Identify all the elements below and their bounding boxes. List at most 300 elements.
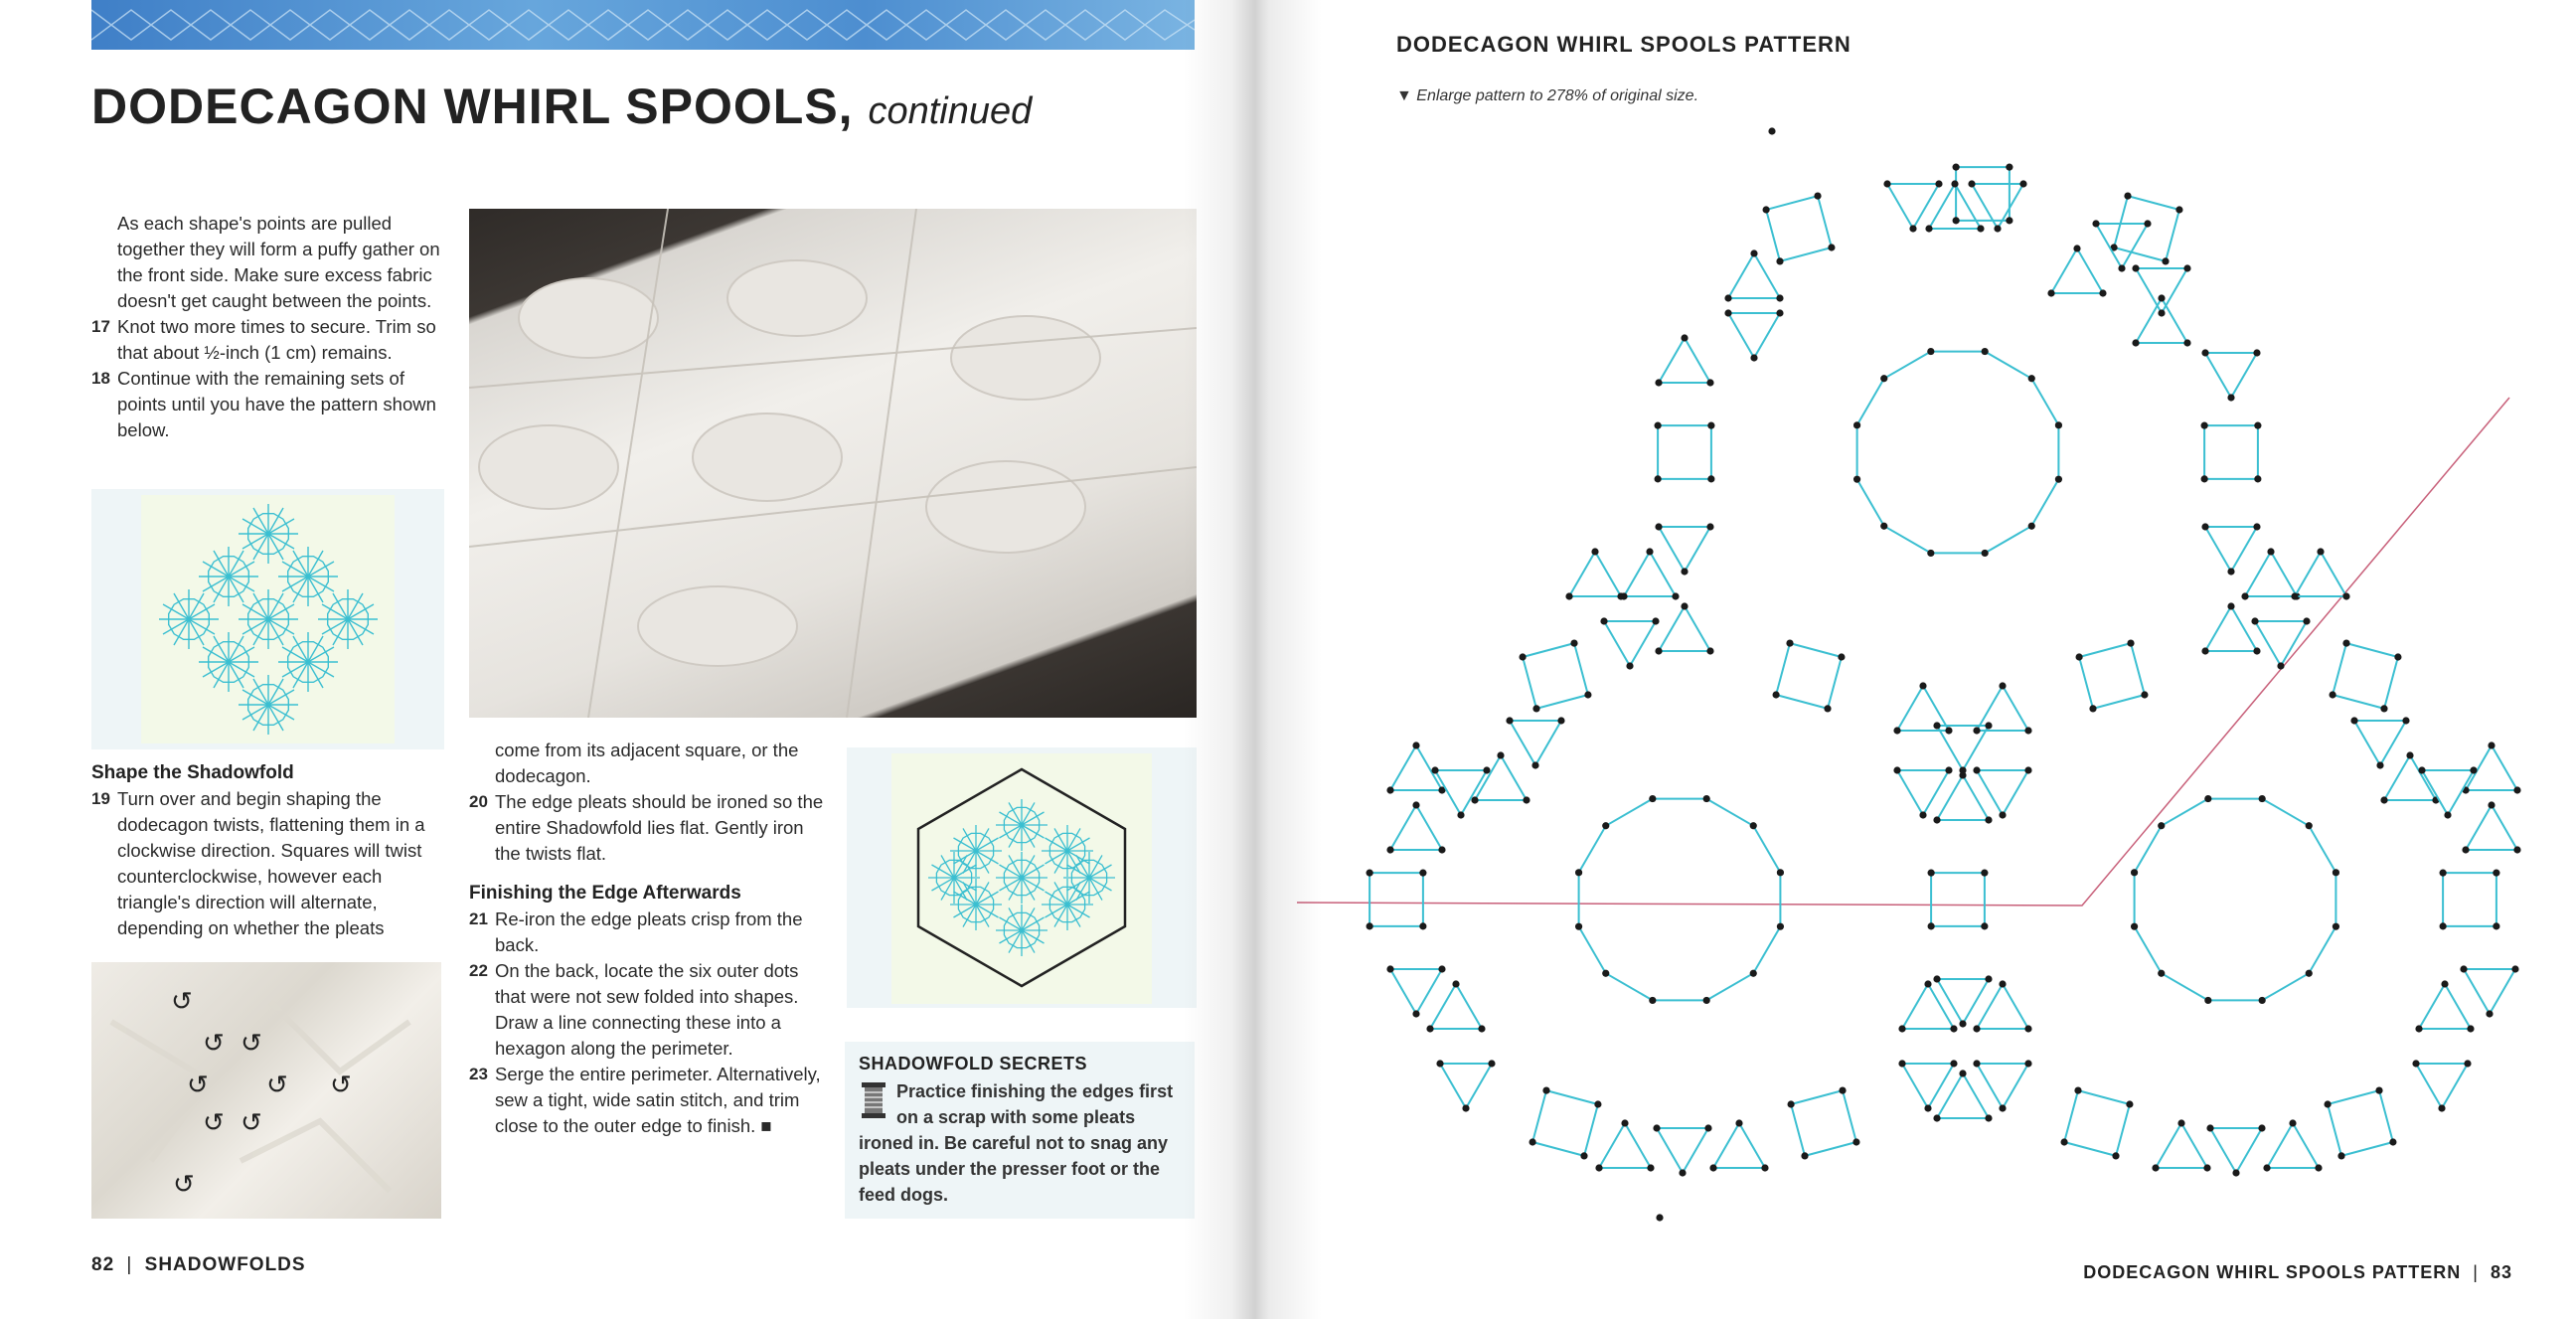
pattern-dot [1994,225,2001,232]
square-shape [1772,639,1845,712]
pattern-dot [2460,965,2467,972]
square-shape [1928,870,1989,930]
pattern-dot [1471,796,1478,803]
left-footer-section: SHADOWFOLDS [144,1254,306,1275]
right-page [1237,0,2576,1319]
pattern-dot [1707,475,1714,482]
pattern-dot [1412,742,1419,748]
pattern-dot [2464,1060,2471,1067]
pattern-dot [1672,592,1679,599]
square-shape [2201,422,2262,483]
step-number: 20 [469,792,488,811]
pattern-dot [2201,349,2208,356]
square-shape [1367,870,1427,930]
header-banner [91,0,1195,50]
pattern-dot [1750,970,1757,977]
pattern-dot [1959,771,1966,778]
pattern-dot [2092,220,2099,227]
pattern-dot [2241,592,2248,599]
pattern-dot [1973,1060,1980,1067]
pattern-dot [1982,348,1989,355]
pattern-dot [2493,870,2499,877]
triangle-shape [1471,751,1530,803]
pattern-dot [1761,1164,1768,1171]
pattern-dot [1412,801,1419,808]
triangle-shape [1973,1060,2031,1111]
secrets-title: SHADOWFOLD SECRETS [859,1054,1088,1073]
pattern-dot [1584,691,1591,698]
pattern-dot [2267,548,2274,555]
pattern-dot [1750,354,1757,361]
pattern-dot [1478,1025,1485,1032]
pattern-dot [1703,997,1710,1004]
triangle-shape [2263,1119,2322,1171]
step-number: 17 [91,317,110,336]
pattern-dot [2253,647,2260,654]
pattern-dot [1985,1114,1992,1121]
pattern-dot [2177,1119,2184,1126]
pattern-dot [1985,722,1992,729]
triangle-shape [1724,249,1783,301]
pattern-dot [1506,717,1513,724]
pattern-dot [2263,1164,2270,1171]
triangle-shape [2350,717,2409,768]
triangle-shape [2412,1060,2471,1111]
secrets-body [859,1078,1181,1208]
rotate-arrow-icon: ↺ [187,1071,209,1100]
step-item [469,1062,827,1139]
pattern-dot [1452,980,1459,987]
pattern-dot [2259,795,2266,802]
left-footer: 82 | SHADOWFOLDS [91,1254,306,1275]
triangle-shape [1655,334,1713,386]
square-shape [2440,870,2500,930]
pattern-dot [2406,751,2413,758]
pattern-dot [1497,751,1504,758]
rotate-arrow-icon: ↺ [203,1108,225,1138]
pattern-dot [1777,923,1784,930]
pattern-dot [2201,523,2208,530]
triangle-shape [1386,801,1445,853]
pattern-dot [2291,592,2298,599]
pattern-dot [1928,870,1935,877]
pattern-dot [2118,264,2125,271]
pattern-dot [2024,1060,2031,1067]
pattern-dot [1557,717,1564,724]
triangle-shape [2418,766,2477,818]
pattern-dot [1621,1119,1628,1126]
pattern-dot [1893,727,1900,734]
step-number: 23 [469,1065,488,1083]
enlarge-note: ▼ Enlarge pattern to 278% of original size. [1396,87,1699,104]
pattern-dot [1919,682,1926,689]
twist-arrows-overlay [91,962,441,1219]
pattern-dot [1709,1164,1716,1171]
pattern-dot [1438,846,1445,853]
pattern-dot [2006,217,2012,224]
pattern-dot [2024,727,2031,734]
pattern-dot [1919,811,1926,818]
pattern-dot [1656,1214,1663,1221]
square-shape [2329,639,2401,712]
sewing-pattern [1237,0,2576,1319]
pattern-dot [1617,592,1624,599]
pattern-dot [2258,1124,2265,1131]
pattern-dot [1824,705,1831,712]
pattern-dot [1893,766,1900,773]
pattern-dot [1898,1025,1905,1032]
triangle-shape [1898,1060,1957,1111]
triangle-shape [2092,220,2151,271]
triangle-shape [1653,1124,1711,1176]
pattern-dot [2227,568,2234,575]
triangle-shape [1893,766,1952,818]
pattern-dot [2350,717,2357,724]
pattern-dot [1655,523,1662,530]
pattern-dot [2099,289,2106,296]
pattern-dot [2201,422,2208,429]
triangle-shape [1386,965,1445,1017]
square-shape [2060,1086,2133,1159]
triangle-shape [1883,180,1942,232]
triangle-shape [1426,980,1485,1032]
pattern-dot [2254,422,2261,429]
pattern-dot [1529,1138,1535,1145]
pattern-dot [1786,639,1793,646]
pattern-dot [2024,766,2031,773]
dodecagon-shape [1575,795,1784,1004]
pattern-dot [2380,796,2387,803]
pattern-dot [2055,476,2062,483]
triangle-shape [1595,1119,1654,1171]
pattern-dot [2047,289,2054,296]
right-footer: DODECAGON WHIRL SPOOLS PATTERN | 83 [2083,1262,2512,1282]
pattern-dot [1532,705,1539,712]
pattern-dot [1883,180,1890,187]
pattern-dot [2183,264,2190,271]
pattern-dot [2253,349,2260,356]
pattern-dot [1750,822,1757,829]
pattern-dot [2315,1164,2322,1171]
pattern-dot [1706,647,1713,654]
pattern-dot [2513,846,2520,853]
pattern-dot [2317,548,2324,555]
pattern-dot [1927,550,1934,557]
pattern-dot [1426,1025,1433,1032]
triangle-shape [1933,771,1992,823]
steps-list-a [91,314,449,443]
pattern-dot [1999,682,2006,689]
pattern-dot [1655,379,1662,386]
step-item [91,786,449,941]
pattern-dot [1707,422,1714,429]
square-shape [1519,639,1591,712]
pattern-dot [1945,727,1952,734]
step-text: On the back, locate the six outer dots that were not sew folded into shapes. Draw a line connecting these into a hexagon along the perimeter. [495,960,799,1059]
pattern-dot [1772,691,1779,698]
pattern-dot [2144,220,2151,227]
pattern-dot [1959,1070,1966,1076]
triangle-shape [1968,180,2026,232]
pattern-dot [2112,1152,2119,1159]
pattern-dot [2132,264,2139,271]
pattern-dot [1853,476,1860,483]
step-number: 21 [469,909,488,928]
pattern-dot [1646,548,1653,555]
pattern-dot [1973,1025,1980,1032]
triangle-shape [2132,264,2190,316]
pattern-dot [2131,869,2138,876]
pattern-dot [2158,294,2165,301]
pattern-dot [1880,375,1887,382]
pattern-dot [1999,811,2006,818]
pattern-dot [1999,980,2006,987]
triangle-shape [1973,980,2031,1032]
pattern-dot [1776,257,1783,264]
pattern-dot [2412,1060,2419,1067]
step-item [469,907,827,958]
pattern-dot [1462,1104,1469,1111]
triangle-shape [2201,349,2260,401]
title-main: DODECAGON WHIRL SPOOLS, [91,79,854,134]
pattern-dot [2028,375,2035,382]
pattern-dot [2127,639,2134,646]
pattern-dot [1438,965,1445,972]
column-left-top [91,211,449,443]
pattern-dot [1924,980,1931,987]
pattern-dot [2488,742,2495,748]
triangle-shape [1709,1119,1768,1171]
pattern-dot [1973,727,1980,734]
pattern-dot [1777,869,1784,876]
intro-paragraph: As each shape's points are pulled together they will form a puffy gather on the front side. Make sure excess fabric doesn't get caught between the points. [117,213,440,311]
pattern-dot [1386,846,1393,853]
pattern-dot [1647,1164,1654,1171]
pattern-dot [2462,846,2469,853]
pattern-dot [1925,225,1932,232]
pattern-dot [2342,639,2349,646]
continued-paragraph: come from its adjacent square, or the dodecagon. [495,740,799,786]
triangle-shape [1898,980,1957,1032]
left-page-number: 82 [91,1254,115,1275]
pattern-dot [1542,1086,1549,1093]
pattern-dot [2380,705,2387,712]
pattern-dot [1924,1104,1931,1111]
pattern-dot [2132,339,2139,346]
pattern-dot [2055,421,2062,428]
pattern-dot [1880,523,1887,530]
rotate-arrow-icon: ↺ [266,1071,288,1100]
square-shape [1655,422,1715,483]
pattern-dot [2152,1164,2159,1171]
square-shape [1529,1086,1601,1159]
pattern-dot [1681,602,1688,609]
dodecagon-shape [2131,795,2339,1004]
pattern-title: DODECAGON WHIRL SPOOLS PATTERN [1396,32,1852,57]
pattern-dot [2333,923,2339,930]
triangle-shape [1925,180,1984,232]
pattern-dot [1602,822,1609,829]
pattern-dot [2493,922,2499,929]
pattern-dot [1419,870,1426,877]
pattern-dot [1909,225,1916,232]
rotate-arrow-icon: ↺ [330,1071,352,1100]
pattern-dot [1735,1119,1742,1126]
pattern-dot [2277,662,2284,669]
pattern-dot [2259,997,2266,1004]
pattern-dot [2227,394,2234,401]
triangle-shape [1436,1060,1495,1111]
left-page [0,0,1237,1319]
pattern-dot [2060,1138,2067,1145]
triangle-shape [2251,617,2310,669]
pattern-dot [1565,592,1572,599]
step-text: Turn over and begin shaping the dodecagon twists, flattening them in a clockwise direction. Squares will twist counterclockwise, however each triangle's direction will alternate, depending on whether the pleats [117,788,425,938]
pattern-dot [1982,550,1989,557]
steps-list-c [469,789,827,867]
step-item [91,366,449,443]
step-item [469,789,827,867]
folded-fabric-photo [91,962,441,1219]
square-shape [2075,639,2148,712]
pattern-dot [1985,975,1992,982]
pattern-dot [2440,870,2447,877]
pattern-dot [2303,617,2310,624]
page-title [91,78,1032,135]
triangle-shape [2460,965,2518,1017]
pattern-dot [1655,647,1662,654]
pattern-dot [1968,180,1975,187]
pattern-dot [1367,922,1373,929]
pattern-dot [2376,761,2383,768]
twist-pattern-diagram [91,489,444,749]
pattern-dot [1852,1138,1859,1145]
pattern-dot [2389,1138,2396,1145]
pattern-dot [2204,795,2211,802]
pattern-dot [2024,1025,2031,1032]
triangle-shape [2132,294,2190,346]
pattern-dot [2126,1100,2133,1107]
pattern-dot [1768,127,1775,134]
pattern-dot [1703,795,1710,802]
rotate-arrow-icon: ↺ [203,1029,225,1059]
pattern-dot [2251,617,2258,624]
pattern-dot [1814,192,1821,199]
pattern-dot [1412,1010,1419,1017]
pattern-dot [2486,1010,2493,1017]
pattern-dot [2329,691,2335,698]
hexagon-edge-diagram [847,747,1197,1008]
pattern-dot [2441,980,2448,987]
pattern-dot [2158,309,2165,316]
pattern-dot [2337,1152,2344,1159]
square-shape [2324,1086,2396,1159]
dodecagon-shape [1853,348,2062,557]
triangle-shape [2291,548,2349,599]
square-shape [1762,192,1835,264]
pattern-dot [2306,970,2313,977]
pattern-dot [1977,225,1984,232]
pattern-dot [1950,1025,1957,1032]
pattern-dot [1649,997,1656,1004]
pattern-dot [2158,970,2165,977]
pattern-dot [1981,870,1988,877]
pattern-dot [1681,334,1688,341]
pattern-dot [2513,786,2520,793]
pattern-dot [1933,975,1940,982]
triangle-shape [2380,751,2439,803]
right-page-number: 83 [2490,1262,2512,1282]
step-number: 18 [91,369,110,388]
photo-texture [469,209,1197,718]
pattern-dot [2375,1086,2382,1093]
triangle-shape [1933,1070,1992,1121]
pattern-dot [1655,422,1662,429]
steps-list-d [469,907,827,1139]
pattern-dot [2232,1169,2239,1176]
pattern-dot [2175,206,2182,213]
pattern-dot [2006,164,2012,171]
pattern-dot [2254,475,2261,482]
triangle-shape [2201,523,2260,575]
steps-list-b [91,786,449,941]
column-mid [469,738,827,1139]
pattern-dot [1419,922,1426,929]
pattern-dot [2141,691,2148,698]
pattern-dot [1570,639,1577,646]
triangle-shape [1655,523,1713,575]
section-heading-shape: Shape the Shadowfold [91,762,294,783]
pattern-dot [1828,244,1835,250]
pattern-dot [2075,653,2082,660]
pattern-dot [1706,523,1713,530]
triangle-shape [2462,801,2520,853]
pattern-dot [1386,786,1393,793]
pattern-dot [1981,922,1988,929]
pattern-dot [1436,1060,1443,1067]
pattern-dot [1591,548,1598,555]
finished-shadowfold-photo [469,209,1197,718]
pattern-dot [2183,339,2190,346]
pattern-dot [2488,801,2495,808]
pattern-dot [2028,523,2035,530]
pattern-dot [1575,923,1582,930]
diagram-1-panel [91,489,444,749]
triangle-shape [2206,1124,2265,1176]
pattern-dot [1594,1100,1601,1107]
guide-lines [1297,398,2509,906]
pattern-dot [1531,761,1538,768]
step-item [91,314,449,366]
pattern-dot [1838,653,1845,660]
pattern-dot [1933,722,1940,729]
pattern-dot [2394,653,2401,660]
pattern-dot [2204,997,2211,1004]
pattern-dot [2073,245,2080,251]
pattern-dot [1776,294,1783,301]
pattern-dot [1801,1152,1808,1159]
pattern-dot [2162,257,2169,264]
pattern-dot [2470,766,2477,773]
pattern-dot [1951,180,1958,187]
pattern-dot [2074,1086,2081,1093]
pattern-dot [1724,294,1731,301]
pattern-dot [1933,816,1940,823]
triangle-shape [2047,245,2106,296]
triangle-shape [2201,602,2260,654]
step-number: 19 [91,789,110,808]
pattern-dot [1386,965,1393,972]
